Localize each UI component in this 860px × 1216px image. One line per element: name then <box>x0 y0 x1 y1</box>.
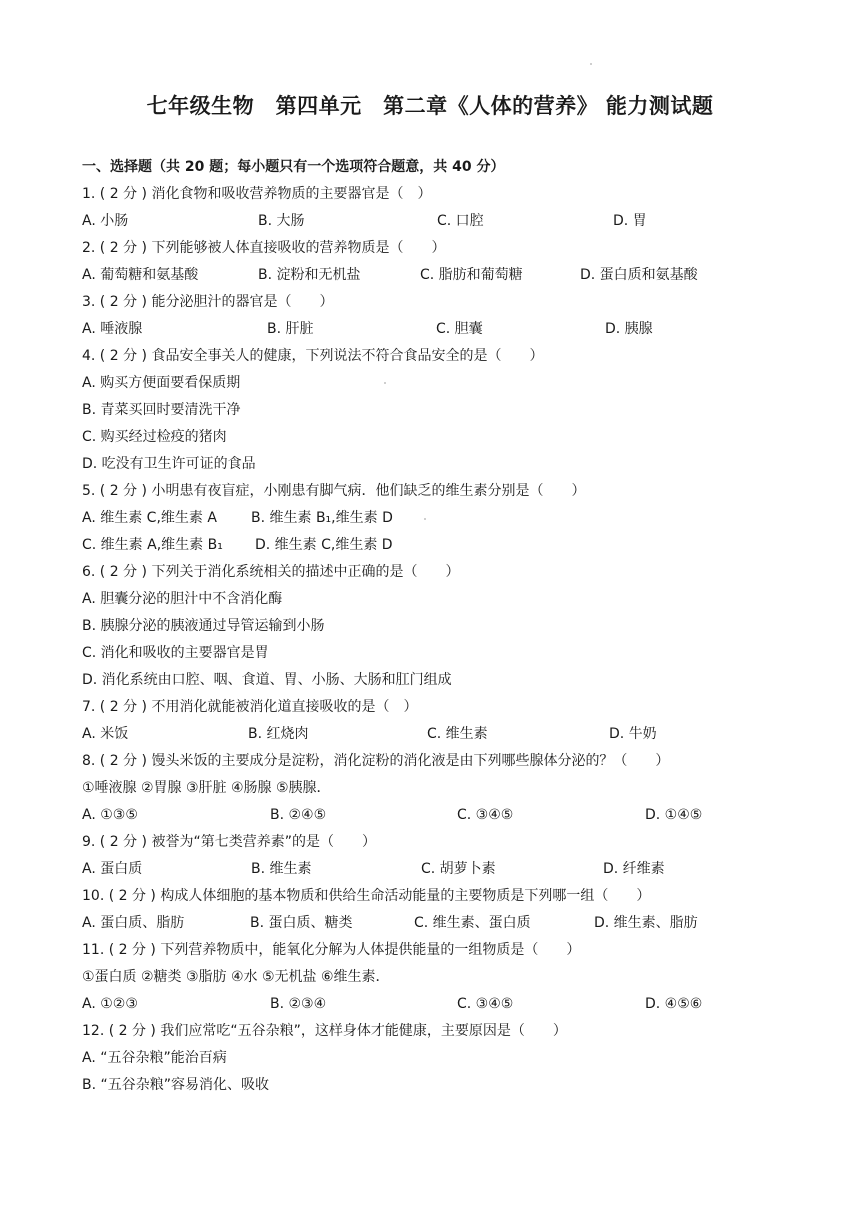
question-stem: 1. ( 2 分 ) 消化食物和吸收营养物质的主要器官是（ ） <box>82 186 432 202</box>
option-d: D. 吃没有卫生许可证的食品 <box>82 456 256 472</box>
option-a: A. ①③⑤ <box>82 807 138 823</box>
option-c: C. 口腔 <box>437 213 484 229</box>
option-c: C. 维生素 <box>427 726 488 742</box>
page-title: 七年级生物 第四单元 第二章《人体的营养》 能力测试题 <box>146 94 714 118</box>
option-b: B. 淀粉和无机盐 <box>258 267 361 283</box>
option-c: C. 维生素 A,维生素 B₁ <box>82 537 223 553</box>
option-c: C. 胆囊 <box>436 321 483 337</box>
option-a: A. ①②③ <box>82 996 138 1012</box>
option-b: B. 大肠 <box>258 213 305 229</box>
option-d: D. 牛奶 <box>609 726 657 742</box>
option-b: B. ②④⑤ <box>270 807 327 823</box>
question-stem: 6. ( 2 分 ) 下列关于消化系统相关的描述中正确的是（ ） <box>82 564 460 580</box>
option-c: C. 维生素、蛋白质 <box>414 915 531 931</box>
question-stem: 3. ( 2 分 ) 能分泌胆汁的器官是（ ） <box>82 294 334 310</box>
option-d: D. 纤维素 <box>603 861 665 877</box>
scan-speck <box>384 382 386 384</box>
option-d: D. 维生素、脂肪 <box>594 915 698 931</box>
option-d: D. ④⑤⑥ <box>645 996 703 1012</box>
option-b: B. 青菜买回时要清洗干净 <box>82 402 241 418</box>
option-d: D. 维生素 C,维生素 D <box>255 537 393 553</box>
option-c: C. ③④⑤ <box>457 807 514 823</box>
option-b: B. 蛋白质、糖类 <box>250 915 353 931</box>
option-b: B. ②③④ <box>270 996 327 1012</box>
option-a: A. “五谷杂粮”能治百病 <box>82 1050 227 1066</box>
question-choices: ①蛋白质 ②糖类 ③脂肪 ④水 ⑤无机盐 ⑥维生素． <box>82 969 390 985</box>
option-a: A. 购买方便面要看保质期 <box>82 375 241 391</box>
option-c: C. 消化和吸收的主要器官是胃 <box>82 645 269 661</box>
section-heading: 一、选择题（共 20 题；每小题只有一个选项符合题意，共 40 分） <box>82 159 505 175</box>
option-c: C. 脂肪和葡萄糖 <box>420 267 523 283</box>
option-c: C. ③④⑤ <box>457 996 514 1012</box>
question-stem: 8. ( 2 分 ) 馒头米饭的主要成分是淀粉，消化淀粉的消化液是由下列哪些腺体分泌的？（ ） <box>82 753 670 769</box>
option-b: B. 维生素 B₁,维生素 D <box>251 510 393 526</box>
option-b: B. 红烧肉 <box>248 726 309 742</box>
option-a: A. 胆囊分泌的胆汁中不含消化酶 <box>82 591 283 607</box>
option-b: B. “五谷杂粮”容易消化、吸收 <box>82 1077 270 1093</box>
option-d: D. 胰腺 <box>605 321 653 337</box>
option-d: D. 消化系统由口腔、咽、食道、胃、小肠、大肠和肛门组成 <box>82 672 452 688</box>
scan-speck <box>590 63 592 65</box>
question-stem: 4. ( 2 分 ) 食品安全事关人的健康，下列说法不符合食品安全的是（ ） <box>82 348 544 364</box>
question-stem: 9. ( 2 分 ) 被誉为“第七类营养素”的是（ ） <box>82 834 376 850</box>
option-a: A. 维生素 C,维生素 A <box>82 510 217 526</box>
question-choices: ①唾液腺 ②胃腺 ③肝脏 ④肠腺 ⑤胰腺． <box>82 780 331 796</box>
question-stem: 2. ( 2 分 ) 下列能够被人体直接吸收的营养物质是（ ） <box>82 240 446 256</box>
option-d: D. 胃 <box>613 213 647 229</box>
question-stem: 5. ( 2 分 ) 小明患有夜盲症，小刚患有脚气病．他们缺乏的维生素分别是（ ） <box>82 483 586 499</box>
option-a: A. 唾液腺 <box>82 321 143 337</box>
option-d: D. 蛋白质和氨基酸 <box>580 267 698 283</box>
option-a: A. 小肠 <box>82 213 129 229</box>
option-a: A. 葡萄糖和氨基酸 <box>82 267 199 283</box>
option-d: D. ①④⑤ <box>645 807 703 823</box>
scan-speck <box>424 518 426 520</box>
option-a: A. 蛋白质 <box>82 861 143 877</box>
question-stem: 11. ( 2 分 ) 下列营养物质中，能氧化分解为人体提供能量的一组物质是（ ） <box>82 942 581 958</box>
option-c: C. 购买经过检疫的猪肉 <box>82 429 227 445</box>
question-stem: 12. ( 2 分 ) 我们应常吃“五谷杂粮”，这样身体才能健康，主要原因是（ ） <box>82 1023 567 1039</box>
option-c: C. 胡萝卜素 <box>421 861 496 877</box>
option-b: B. 维生素 <box>251 861 312 877</box>
option-b: B. 胰腺分泌的胰液通过导管运输到小肠 <box>82 618 325 634</box>
question-stem: 7. ( 2 分 ) 不用消化就能被消化道直接吸收的是（ ） <box>82 699 418 715</box>
option-a: A. 蛋白质、脂肪 <box>82 915 185 931</box>
option-a: A. 米饭 <box>82 726 129 742</box>
question-stem: 10. ( 2 分 ) 构成人体细胞的基本物质和供给生命活动能量的主要物质是下列哪一组（ ） <box>82 888 651 904</box>
option-b: B. 肝脏 <box>267 321 314 337</box>
